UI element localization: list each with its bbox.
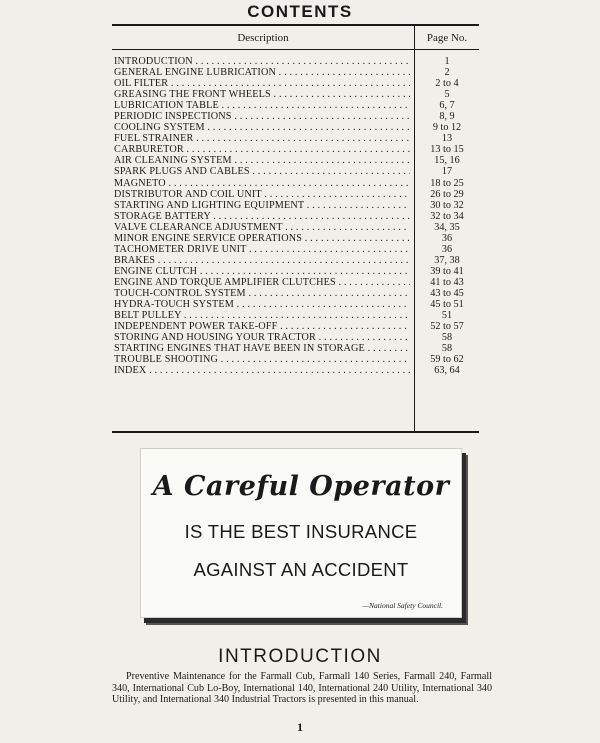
toc-entry: [112, 354, 479, 365]
toc-entry: [112, 233, 479, 244]
contents-title: CONTENTS: [247, 2, 353, 21]
toc-entry-page: 36: [441, 243, 453, 255]
toc-entry-description: LUBRICATION TABLE . . .: [114, 100, 410, 111]
toc-entry-page: 51: [441, 310, 453, 322]
header-description: Description: [237, 32, 289, 44]
toc-entry-description: MINOR ENGINE SERVICE OPERATIONS . . .: [114, 233, 410, 244]
toc-entry-page: 6, 7: [439, 100, 455, 112]
toc-entry-page: 45 to 51: [430, 299, 464, 311]
contents-entries: [112, 56, 479, 376]
toc-entry-description: CARBURETOR . . .: [114, 144, 410, 155]
toc-entry-description: INDEPENDENT POWER TAKE-OFF . . .: [114, 321, 410, 332]
toc-entry-description: STORAGE BATTERY . . .: [114, 211, 410, 222]
toc-entry: [112, 200, 479, 211]
toc-entry-description: TOUCH-CONTROL SYSTEM . . .: [114, 288, 410, 299]
toc-entry-page: 63, 64: [434, 365, 460, 377]
toc-entry-description: COOLING SYSTEM . . .: [114, 122, 410, 133]
toc-entry-description: HYDRA-TOUCH SYSTEM . . .: [114, 299, 410, 310]
toc-entry-page: 41 to 43: [430, 276, 464, 288]
toc-entry-page: 59 to 62: [430, 354, 464, 366]
toc-entry-description: TACHOMETER DRIVE UNIT . . .: [114, 244, 410, 255]
toc-entry-page: 13 to 15: [430, 144, 464, 156]
toc-entry-description: BRAKES . . .: [114, 255, 410, 266]
toc-entry: [112, 189, 479, 200]
toc-entry: [112, 211, 479, 222]
toc-entry: [112, 56, 479, 67]
toc-entry-description: AIR CLEANING SYSTEM . . .: [114, 155, 410, 166]
page-number: 1: [297, 720, 303, 734]
toc-entry-description: INTRODUCTION . . .: [114, 56, 410, 67]
toc-entry: [112, 266, 479, 277]
toc-entry: [112, 89, 479, 100]
toc-entry-description: STARTING ENGINES THAT HAVE BEEN IN STORAGE . . .: [114, 343, 410, 354]
banner-credit: —National Safety Council.: [362, 601, 443, 610]
toc-entry-description: TROUBLE SHOOTING . . .: [114, 354, 410, 365]
toc-entry: [112, 178, 479, 189]
toc-entry: [112, 155, 479, 166]
toc-entry: [112, 100, 479, 111]
toc-entry: [112, 310, 479, 321]
toc-entry-description: DISTRIBUTOR AND COIL UNIT . . .: [114, 189, 410, 200]
toc-entry-page: 39 to 41: [430, 265, 464, 277]
toc-entry: [112, 321, 479, 332]
toc-entry: [112, 78, 479, 89]
toc-entry-page: 1: [444, 56, 450, 67]
toc-entry-description: ENGINE AND TORQUE AMPLIFIER CLUTCHES . . .: [114, 277, 410, 288]
toc-entry-page: 2 to 4: [435, 78, 459, 90]
toc-entry-description: PERIODIC INSPECTIONS . . .: [114, 111, 410, 122]
toc-entry: [112, 144, 479, 155]
toc-entry-description: SPARK PLUGS AND CABLES . . .: [114, 166, 410, 177]
toc-entry-page: 8, 9: [439, 111, 455, 123]
toc-entry-page: 5: [444, 89, 450, 101]
toc-entry: [112, 343, 479, 354]
toc-entry: [112, 133, 479, 144]
toc-entry-page: 26 to 29: [430, 188, 464, 200]
toc-entry: [112, 332, 479, 343]
header-page-number: Page No.: [426, 32, 468, 44]
toc-entry-page: 43 to 45: [430, 287, 464, 299]
toc-entry-description: INDEX . . .: [114, 365, 410, 376]
toc-entry: [112, 222, 479, 233]
toc-entry-description: STORING AND HOUSING YOUR TRACTOR . . .: [114, 332, 410, 343]
toc-entry-description: MAGNETO . . .: [114, 178, 410, 189]
toc-entry-description: BELT PULLEY . . .: [114, 310, 410, 321]
toc-entry-page: 34, 35: [434, 221, 460, 233]
toc-entry-page: 2: [444, 67, 450, 79]
introduction-text: Preventive Maintenance for the Farmall Cub, Farmall 140 Series, Farmall 240, Farmall 340, International Cub Lo-Boy, International 140, International 240 Utility, International 340 Utility, and International 340 Industrial Tractors is presented in this manual.: [112, 671, 492, 705]
toc-entry-description: FUEL STRAINER . . .: [114, 133, 410, 144]
table-header: [112, 26, 479, 50]
toc-entry-description: ENGINE CLUTCH . . .: [114, 266, 410, 277]
toc-entry-page: 9 to 12: [432, 122, 462, 134]
toc-entry: [112, 277, 479, 288]
safety-banner: [140, 448, 462, 618]
toc-entry: [112, 288, 479, 299]
toc-entry-page: 52 to 57: [430, 321, 464, 333]
toc-entry: [112, 111, 479, 122]
toc-entry: [112, 255, 479, 266]
toc-entry-page: 13: [441, 133, 453, 145]
toc-entry: [112, 299, 479, 310]
toc-entry-description: GREASING THE FRONT WHEELS . . .: [114, 89, 410, 100]
toc-entry-page: 58: [441, 343, 453, 355]
toc-entry-page: 58: [441, 332, 453, 344]
toc-entry-page: 18 to 25: [430, 177, 464, 189]
toc-entry-description: VALVE CLEARANCE ADJUSTMENT . . .: [114, 222, 410, 233]
toc-entry-page: 17: [441, 166, 453, 178]
banner-line-3: AGAINST AN ACCIDENT: [193, 559, 409, 580]
toc-entry-page: 32 to 34: [430, 210, 464, 222]
toc-entry: [112, 365, 479, 376]
toc-entry: [112, 67, 479, 78]
toc-entry-description: STARTING AND LIGHTING EQUIPMENT . . .: [114, 200, 410, 211]
toc-entry: [112, 122, 479, 133]
toc-entry: [112, 244, 479, 255]
toc-entry: [112, 166, 479, 177]
toc-entry-page: 15, 16: [434, 155, 460, 167]
banner-line-2: IS THE BEST INSURANCE: [184, 521, 418, 542]
contents-table: [112, 24, 479, 433]
toc-entry-description: OIL FILTER . . .: [114, 78, 410, 89]
toc-entry-page: 36: [441, 232, 453, 244]
banner-headline: A Careful Operator: [152, 471, 450, 502]
toc-entry-page: 30 to 32: [430, 199, 464, 211]
introduction-title: INTRODUCTION: [218, 646, 382, 667]
toc-entry-description: GENERAL ENGINE LUBRICATION . . .: [114, 67, 410, 78]
toc-entry-page: 37, 38: [434, 254, 460, 266]
